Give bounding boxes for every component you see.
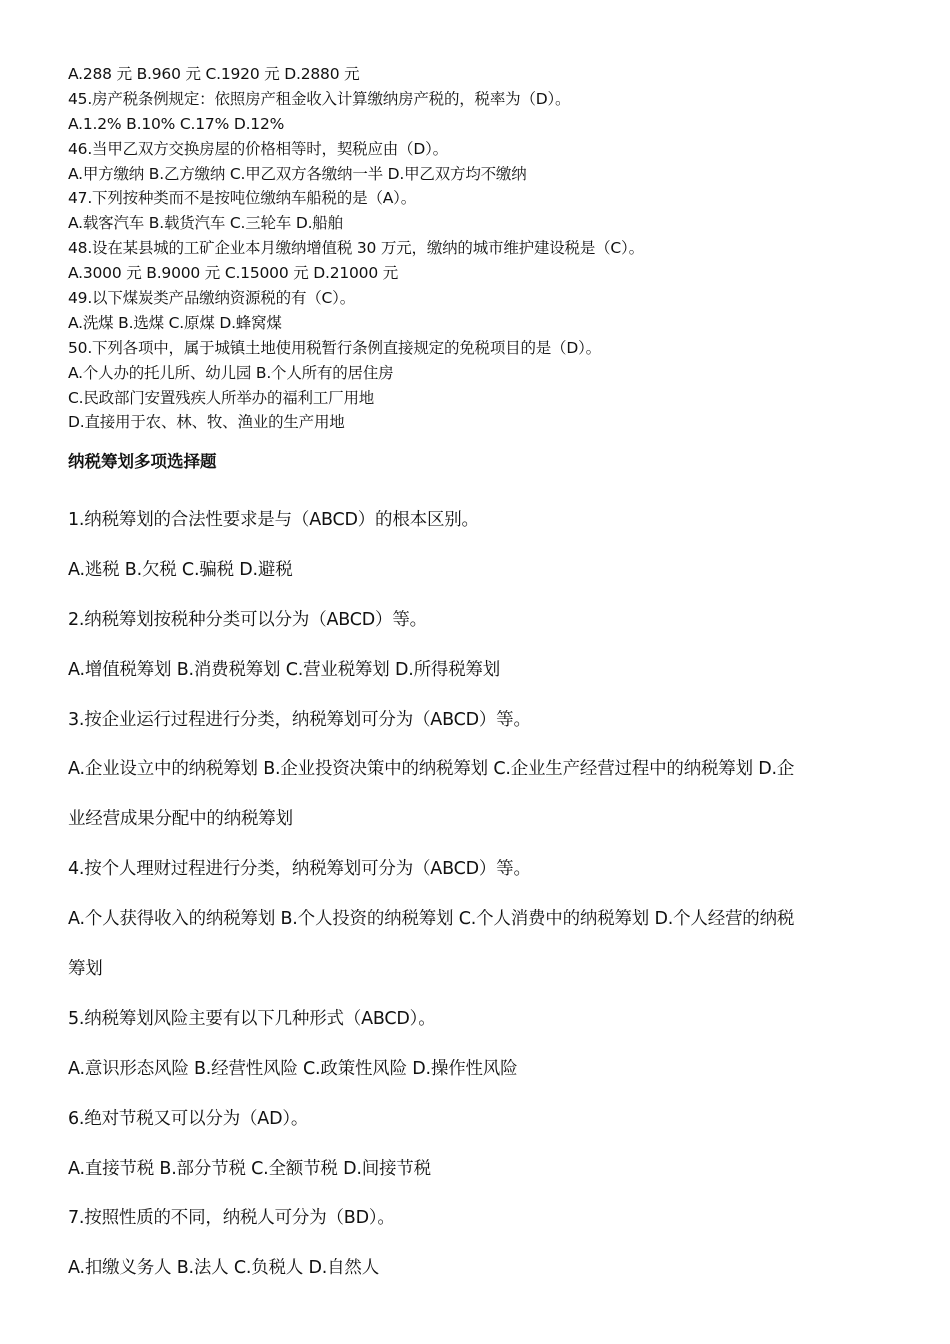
question-line: 6.绝对节税又可以分为（AD）。 [68, 1108, 309, 1129]
question-line: 4.按个人理财过程进行分类，纳税筹划可分为（ABCD）等。 [68, 859, 531, 880]
question-line: 50.下列各项中，属于城镇土地使用税暂行条例直接规定的免税项目的是（D）。 [68, 338, 601, 357]
options-line: A.意识形态风险 B.经营性风险 C.政策性风险 D.操作性风险 [68, 1058, 518, 1079]
options-line: A.逃税 B.欠税 C.骗税 D.避税 [68, 559, 293, 580]
section-heading: 纳税筹划多项选择题 [68, 452, 217, 471]
question-line: 7.按照性质的不同，纳税人可分为（BD）。 [68, 1208, 395, 1229]
question-line: 46.当甲乙双方交换房屋的价格相等时，契税应由（D）。 [68, 139, 448, 158]
options-line: A.洗煤 B.选煤 C.原煤 D.蜂窝煤 [68, 313, 282, 332]
options-line: 业经营成果分配中的纳税筹划 [68, 809, 293, 830]
options-line: A.增值税筹划 B.消费税筹划 C.营业税筹划 D.所得税筹划 [68, 659, 501, 680]
text-line: A.288 元 B.960 元 C.1920 元 D.2880 元 [68, 65, 360, 83]
multiple-choice-section [68, 496, 888, 1294]
options-line: A.直接节税 B.部分节税 C.全额节税 D.间接节税 [68, 1158, 431, 1179]
options-line: A.个人获得收入的纳税筹划 B.个人投资的纳税筹划 C.个人消费中的纳税筹划 D.个人经营的纳税 [68, 909, 795, 930]
question-line: 47.下列按种类而不是按吨位缴纳车船税的是（A）。 [68, 189, 417, 208]
question-line: 48.设在某县城的工矿企业本月缴纳增值税 30 万元，缴纳的城市维护建设税是（C）。 [68, 239, 644, 258]
options-line: A.载客汽车 B.载货汽车 C.三轮车 D.船舶 [68, 214, 343, 233]
options-line: A.扣缴义务人 B.法人 C.负税人 D.自然人 [68, 1258, 380, 1279]
options-line: A.个人办的托儿所、幼儿园 B.个人所有的居住房 [68, 363, 394, 382]
options-line: D.直接用于农、林、牧、渔业的生产用地 [68, 413, 345, 432]
question-line: 45.房产税条例规定：依照房产租金收入计算缴纳房产税的，税率为（D）。 [68, 89, 571, 108]
question-line: 49.以下煤炭类产品缴纳资源税的有（C）。 [68, 289, 356, 308]
options-line: C.民政部门安置残疾人所举办的福利工厂用地 [68, 388, 375, 407]
options-line: A.企业设立中的纳税筹划 B.企业投资决策中的纳税筹划 C.企业生产经营过程中的纳税筹划 D.企 [68, 759, 795, 780]
options-line: A.3000 元 B.9000 元 C.15000 元 D.21000 元 [68, 264, 399, 283]
question-line: 5.纳税筹划风险主要有以下几种形式（ABCD）。 [68, 1008, 436, 1029]
options-line: 筹划 [68, 959, 103, 980]
question-line: 1.纳税筹划的合法性要求是与（ABCD）的根本区别。 [68, 510, 479, 530]
options-line: A.1.2% B.10% C.17% D.12% [68, 114, 285, 133]
question-line: 3.按企业运行过程进行分类，纳税筹划可分为（ABCD）等。 [68, 709, 531, 730]
options-line: A.甲方缴纳 B.乙方缴纳 C.甲乙双方各缴纳一半 D.甲乙双方均不缴纳 [68, 164, 527, 183]
tax-questions-section [68, 62, 908, 435]
question-line: 2.纳税筹划按税种分类可以分为（ABCD）等。 [68, 609, 427, 630]
